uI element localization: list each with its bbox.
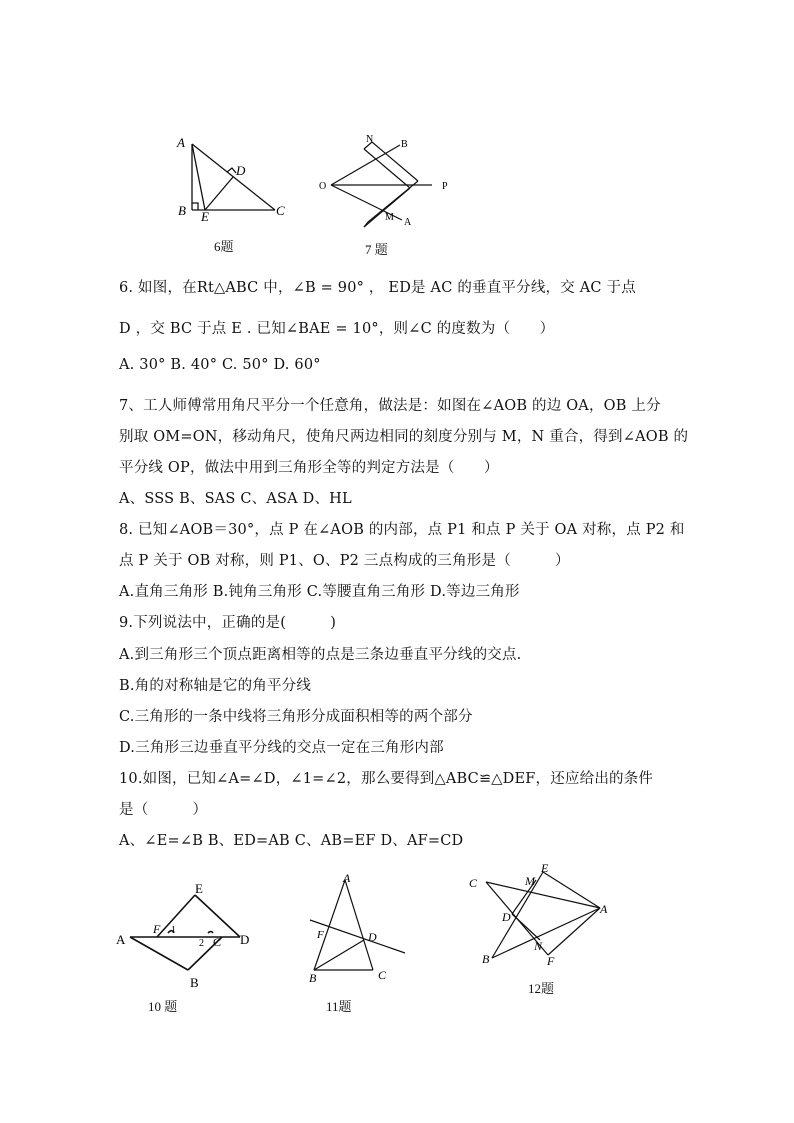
fig11-label-c: C (378, 968, 387, 982)
q8-line-1: 8. 已知∠AOB＝30°，点 P 在∠AOB 的内部，点 P1 和点 P 关于 OA 对称，点 P2 和 (119, 522, 685, 538)
fig6-label-d: D (236, 163, 246, 178)
q10-line-1: 10.如图，已知∠A=∠D，∠1=∠2，那么要得到△ABC≌△DEF，还应给出的条件 (119, 771, 654, 787)
fig7-label-m: M (385, 212, 394, 223)
q9-option-a: A.到三角形三个顶点距离相等的点是三条边垂直平分线的交点. (119, 647, 522, 663)
fig11-label-a: A (343, 871, 351, 885)
fig10-label-f: F (153, 922, 161, 936)
fig11-label-f: F (317, 929, 324, 941)
q8-line-2: 点 P 关于 OB 对称，则 P1、O、P2 三点构成的三角形是（ ） (119, 553, 570, 569)
fig12-label-a: A (600, 902, 608, 916)
fig12-label-n: N (534, 939, 543, 953)
fig12-label-e: E (541, 861, 549, 875)
fig10-label-c: C (213, 935, 222, 949)
fig6-label-e: E (201, 209, 209, 224)
q9-option-c: C.三角形的一条中线将三角形分成面积相等的两个部分 (119, 709, 473, 725)
q7-line-1: 7、工人师傅常用角尺平分一个任意角，做法是：如图在∠AOB 的边 OA，OB 上分 (119, 398, 661, 414)
fig12-label-f: F (547, 954, 555, 968)
q9-option-b: B.角的对称轴是它的角平分线 (119, 678, 312, 694)
fig6-label-b: B (178, 203, 186, 218)
q10-options: A、∠E=∠B B、ED=AB C、AB=EF D、AF=CD (119, 833, 464, 849)
fig7-label-a: A (404, 217, 412, 228)
q7-options: A、SSS B、SAS C、ASA D、HL (119, 491, 352, 507)
q7-line-3: 平分线 OP，做法中用到三角形全等的判定方法是（ ） (119, 460, 499, 476)
fig11-label-d: D (368, 930, 377, 944)
fig7-label-o: O (319, 181, 327, 192)
q10-line-2: 是（ ） (119, 802, 208, 818)
fig10-label-e: E (195, 881, 203, 896)
fig10-label-a: A (116, 932, 126, 947)
fig12-label-b: B (482, 952, 490, 966)
fig7-label-n: N (366, 134, 374, 145)
fig10-label-1: 1 (171, 925, 176, 936)
fig7-label-p: P (442, 181, 448, 192)
fig10-label-b: B (190, 975, 199, 990)
fig7-label-b: B (401, 139, 408, 150)
fig6-label-c: C (276, 203, 285, 218)
q7-line-2: 别取 OM=ON，移动角尺，使角尺两边相同的刻度分别与 M，N 重合，得到∠AOB 的 (119, 429, 689, 445)
fig11-caption: 11题 (326, 999, 352, 1014)
q6-line-2: D ，交 BC 于点 E . 已知∠BAE = 10°，则∠C 的度数为（ ） (119, 321, 555, 337)
fig6-label-a: A (177, 135, 185, 150)
fig12-label-c: C (469, 876, 478, 890)
q9-stem: 9.下列说法中，正确的是( ) (119, 615, 337, 631)
q6-line-1: 6. 如图，在Rt△ABC 中，∠B = 90° ， ED是 AC 的垂直平分线，交 AC 于点 (119, 280, 636, 296)
q9-option-d: D.三角形三边垂直平分线的交点一定在三角形内部 (119, 740, 444, 756)
fig10-label-d: D (240, 932, 250, 947)
fig6-caption: 6题 (214, 239, 234, 254)
q8-options: A.直角三角形 B.钝角三角形 C.等腰直角三角形 D.等边三角形 (119, 584, 520, 600)
fig11-label-b: B (309, 971, 317, 985)
fig12-label-d: D (502, 910, 511, 924)
fig10-label-2: 2 (199, 938, 204, 949)
fig12-label-m: M (525, 874, 535, 888)
fig12-caption: 12题 (528, 981, 555, 996)
q6-options: A. 30° B. 40° C. 50° D. 60° (119, 357, 321, 373)
fig10-caption: 10 题 (148, 999, 178, 1014)
fig7-caption: 7 题 (365, 242, 388, 257)
